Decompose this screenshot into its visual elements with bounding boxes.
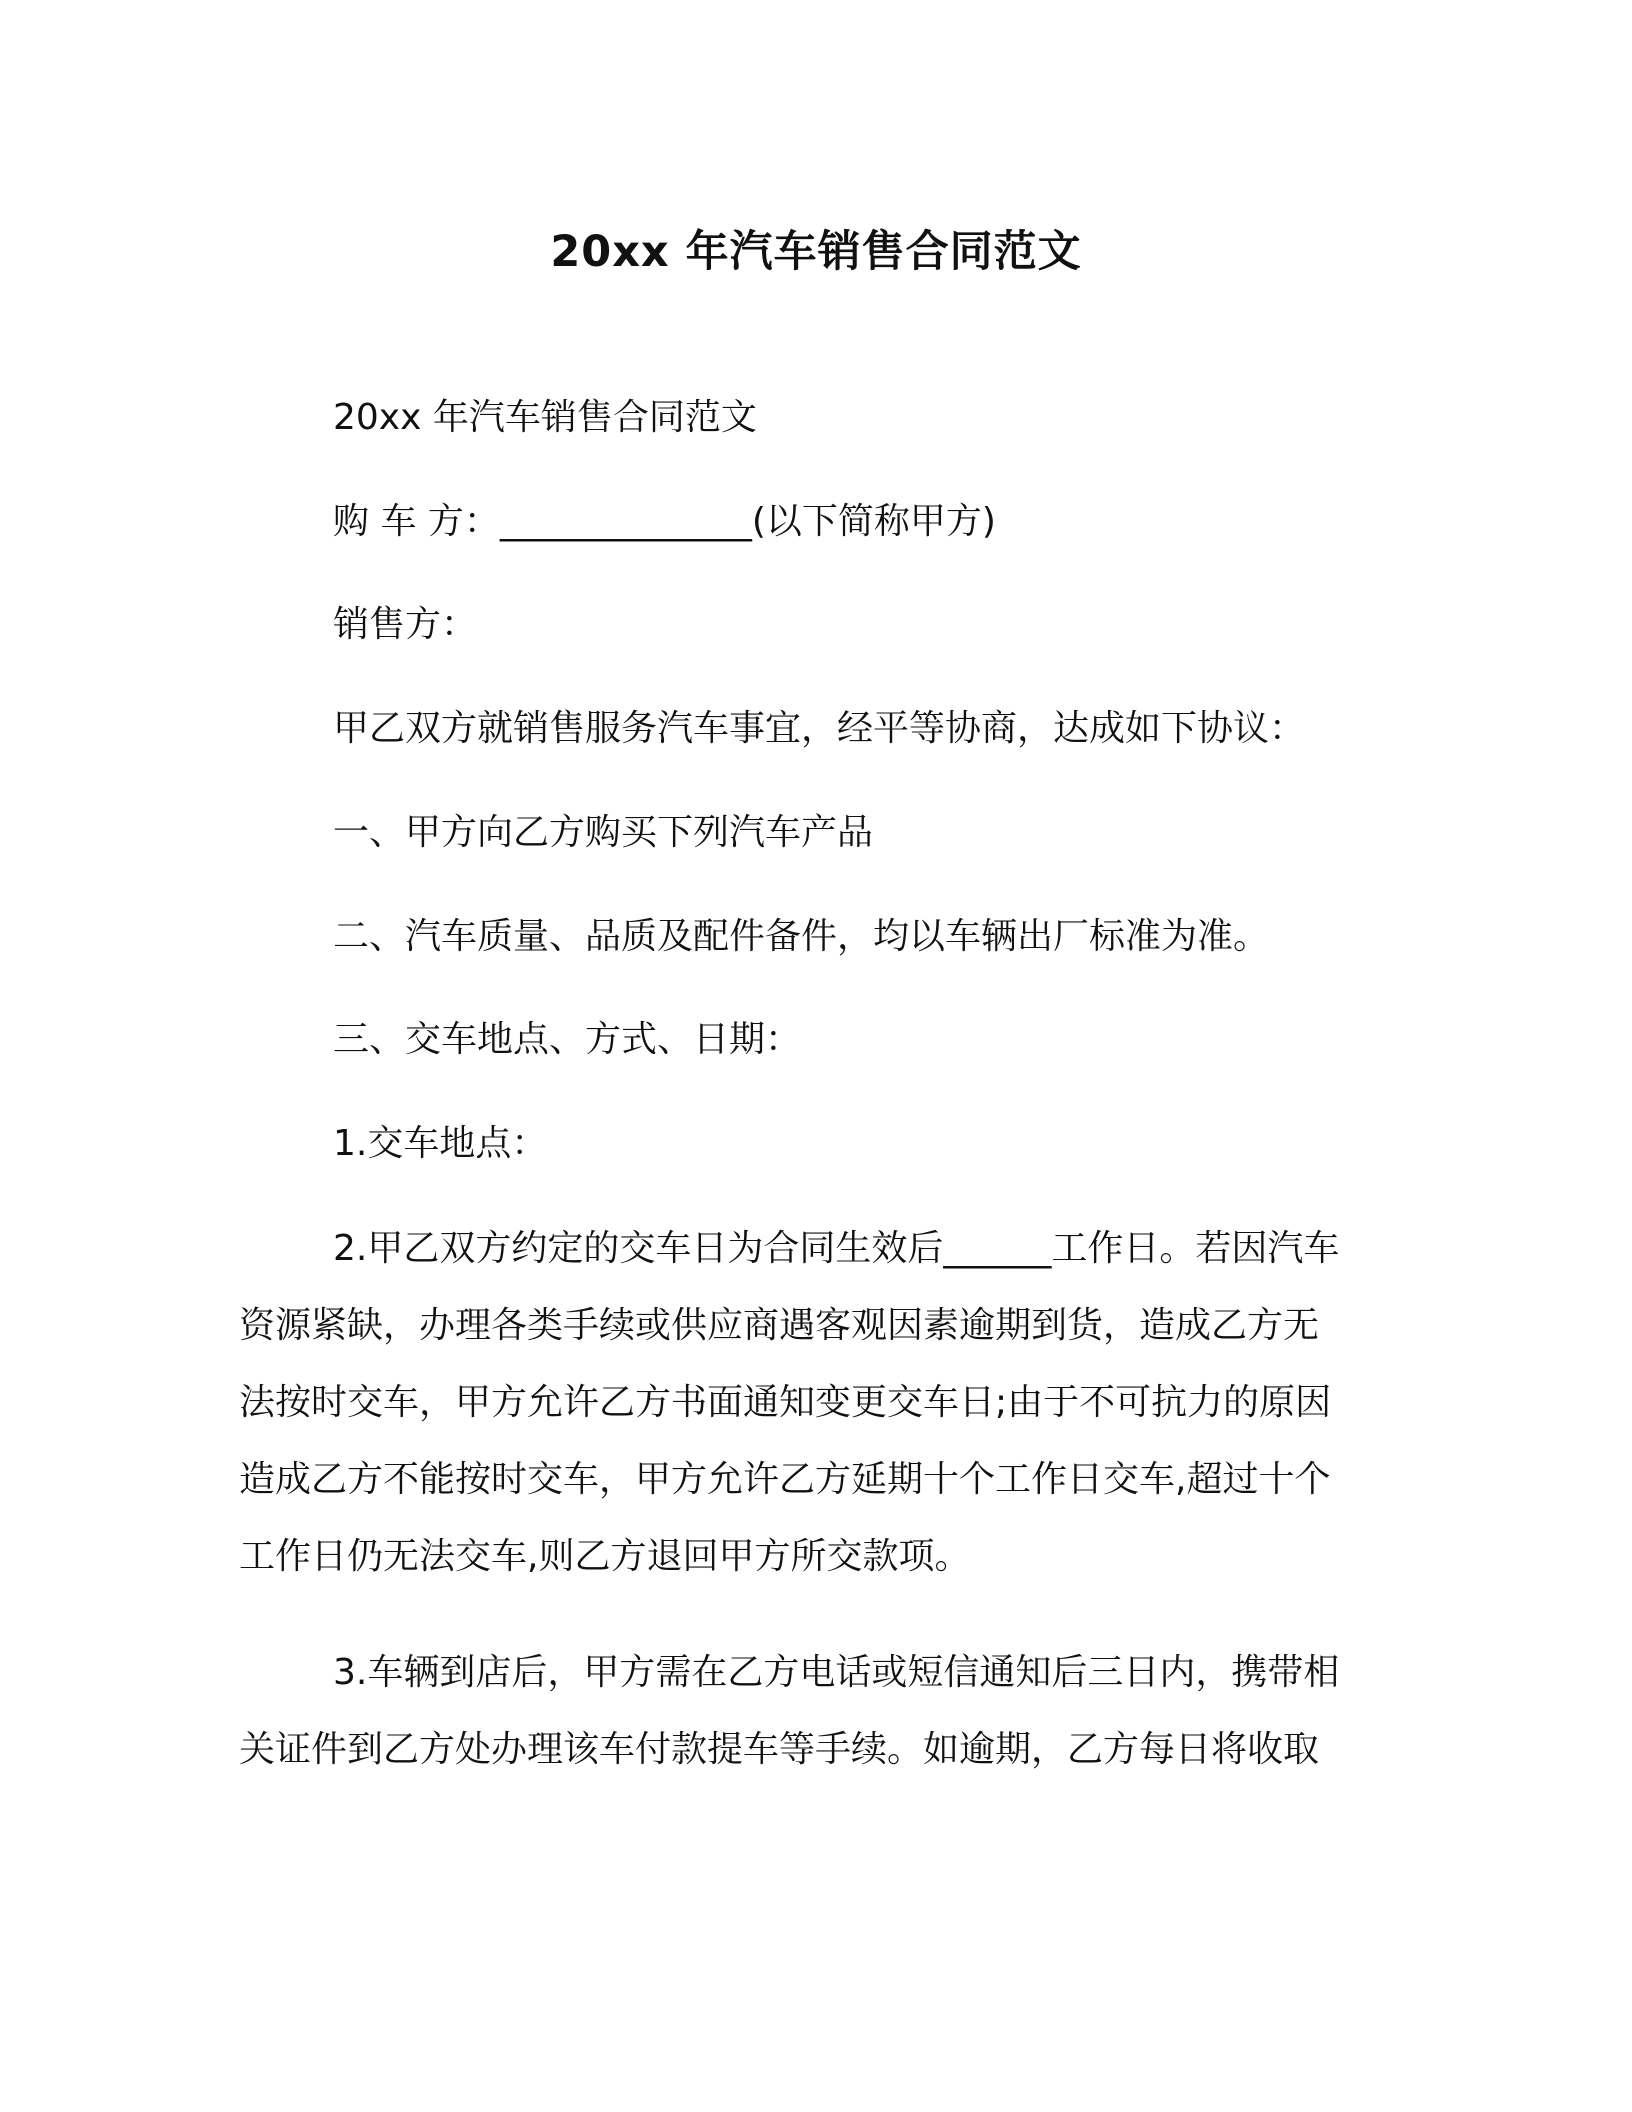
document-subtitle: 20xx 年汽车销售合同范文	[333, 397, 757, 438]
buyer-line: 购 车 方：______________(以下简称甲方)	[333, 501, 996, 542]
item-3-line: 关证件到乙方处办理该车付款提车等手续。如逾期，乙方每日将收取	[239, 1729, 1320, 1770]
clause-2: 二、汽车质量、品质及配件备件，均以车辆出厂标准为准。	[333, 916, 1270, 957]
item-2-line: 资源紧缺，办理各类手续或供应商遇客观因素逾期到货，造成乙方无	[239, 1305, 1320, 1346]
item-2-paragraph	[239, 1210, 1389, 1595]
document-title: 20xx 年汽车销售合同范文	[550, 227, 1082, 277]
item-1: 1.交车地点：	[333, 1123, 548, 1164]
item-2-line: 2.甲乙双方约定的交车日为合同生效后______工作日。若因汽车	[333, 1228, 1340, 1269]
item-3-paragraph	[239, 1634, 1389, 1788]
intro-paragraph: 甲乙双方就销售服务汽车事宜，经平等协商，达成如下协议：	[333, 708, 1306, 749]
seller-line: 销售方：	[333, 604, 478, 645]
item-2-line: 法按时交车，甲方允许乙方书面通知变更交车日;由于不可抗力的原因	[239, 1382, 1332, 1423]
item-2-line: 造成乙方不能按时交车，甲方允许乙方延期十个工作日交车,超过十个	[239, 1459, 1331, 1500]
clause-1: 一、甲方向乙方购买下列汽车产品	[333, 812, 874, 853]
item-3-line: 3.车辆到店后，甲方需在乙方电话或短信通知后三日内，携带相	[333, 1652, 1340, 1693]
clause-3: 三、交车地点、方式、日期：	[333, 1019, 802, 1060]
item-2-line: 工作日仍无法交车,则乙方退回甲方所交款项。	[239, 1536, 971, 1577]
